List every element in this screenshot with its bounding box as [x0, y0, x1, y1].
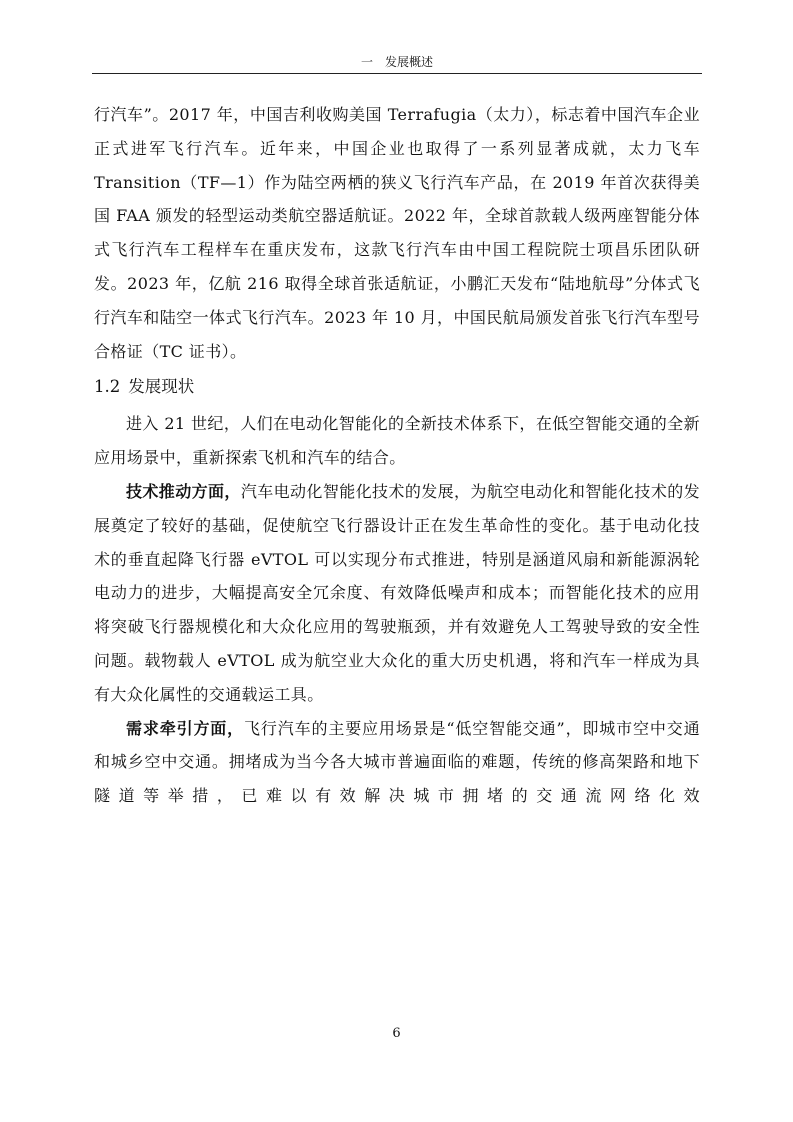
- paragraph-tech: [94, 475, 700, 712]
- paragraph-intro: 进入 21 世纪，人们在电动化智能化的全新技术体系下，在低空智能交通的全新应用场景中，重新探索飞机和汽车的结合。: [94, 414, 700, 468]
- page-content: [94, 98, 700, 813]
- paragraph-history: 行汽车”。2017 年，中国吉利收购美国 Terrafugia（太力），标志着中国汽车企业正式进军飞行汽车。近年来，中国企业也取得了一系列显著成就，太力飞车 Transition（TF—1）作为陆空两栖的狭义飞行汽车产品，在 2019 年首次获得美国 FAA 颁发的轻型运动类航空器适航证。2022 年，全球首款载人级两座智能分体式飞行汽车工程样车在重庆发布，这款飞行汽车由中国工程院院士项昌乐团队研发。2023 年，亿航 216 取得全球首张适航证，小鹏汇天发布“陆地航母”分体式飞行汽车和陆空一体式飞行汽车。2023 年 10 月，中国民航局颁发首张飞行汽车型号合格证（TC 证书）。: [94, 105, 700, 361]
- header-rule: [92, 73, 702, 74]
- page-number: 6: [392, 1026, 401, 1041]
- paragraph-demand-lead: 需求牵引方面，: [126, 718, 245, 738]
- paragraph-tech-text: 汽车电动化智能化技术的发展，为航空电动化和智能化技术的发展奠定了较好的基础，促使航空飞行器设计正在发生革命性的变化。基于电动化技术的垂直起降飞行器 eVTOL 可以实现分布式推进，特别是涵道风扇和新能源涡轮电动力的进步，大幅提高安全冗余度、有效降低噪声和成本；而智能化技术的应用将突破飞行器规模化和大众化应用的驾驶瓶颈，并有效避免人工驾驶导致的安全性问题。载物载人 eVTOL 成为航空业大众化的重大历史机遇，将和汽车一样成为具有大众化属性的交通载运工具。: [94, 481, 701, 704]
- running-header: 一 发展概述: [360, 55, 433, 69]
- section-heading: [94, 370, 700, 403]
- paragraph-demand-text: 飞行汽车的主要应用场景是“低空智能交通”，即城市空中交通和城乡空中交通。拥堵成为当今各大城市普遍面临的难题，传统的修高架路和地下隧道等举措，已难以有效解决城市拥堵的交通流网络化效: [94, 718, 700, 806]
- paragraph-demand: [94, 712, 700, 813]
- paragraph-tech-lead: 技术推动方面，: [126, 481, 241, 501]
- section-number: 1.2: [94, 377, 121, 397]
- section-title: 发展现状: [128, 377, 195, 397]
